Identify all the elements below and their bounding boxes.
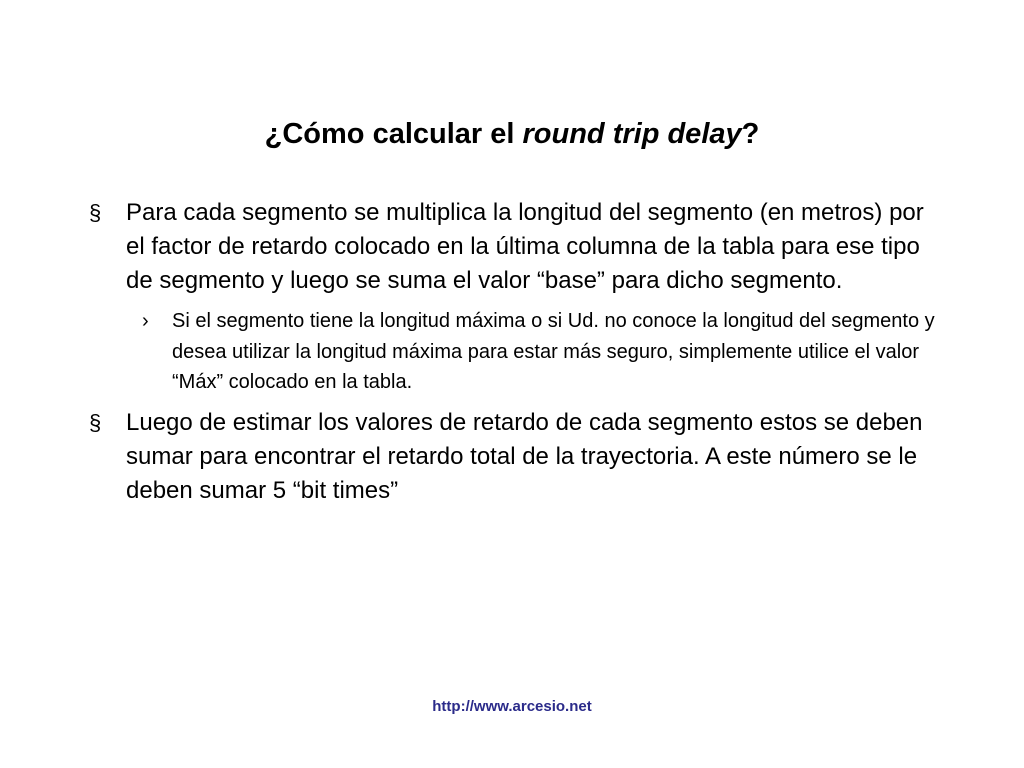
sub-bullet-marker: ›: [142, 310, 149, 332]
bullet-text-2: Luego de estimar los valores de retardo de cada segmento estos se deben sumar para encontrar el retardo total de la trayectoria. A este número se le deben sumar 5 “bit times”: [126, 408, 923, 504]
title-prefix: ¿Cómo calcular el: [264, 118, 523, 150]
bullet-text-1: Para cada segmento se multiplica la longitud del segmento (en metros) por el factor de retardo colocado en la última columna de la tabla para ese tipo de segmento y luego se suma el valor “base” para dicho segmento.: [126, 199, 924, 294]
title-italic-term: round trip delay: [522, 118, 742, 150]
slide-title: [0, 116, 1024, 152]
sub-bullet-item-1: [142, 306, 966, 398]
bullet-item-2: [86, 406, 966, 508]
sub-bullet-text-1: Si el segmento tiene la longitud máxima o si Ud. no conoce la longitud del segmento y desea utilizar la longitud máxima para estar más seguro, simplemente utilice el valor “Máx” colocado en la tabla.: [172, 310, 935, 393]
bullet-item-1: [86, 196, 966, 298]
section-bullet-marker: §: [89, 409, 102, 435]
title-suffix: ?: [741, 118, 760, 150]
slide-body: [86, 196, 966, 508]
section-bullet-marker: §: [89, 200, 102, 225]
footer-website-link[interactable]: http://www.arcesio.net: [432, 698, 592, 715]
